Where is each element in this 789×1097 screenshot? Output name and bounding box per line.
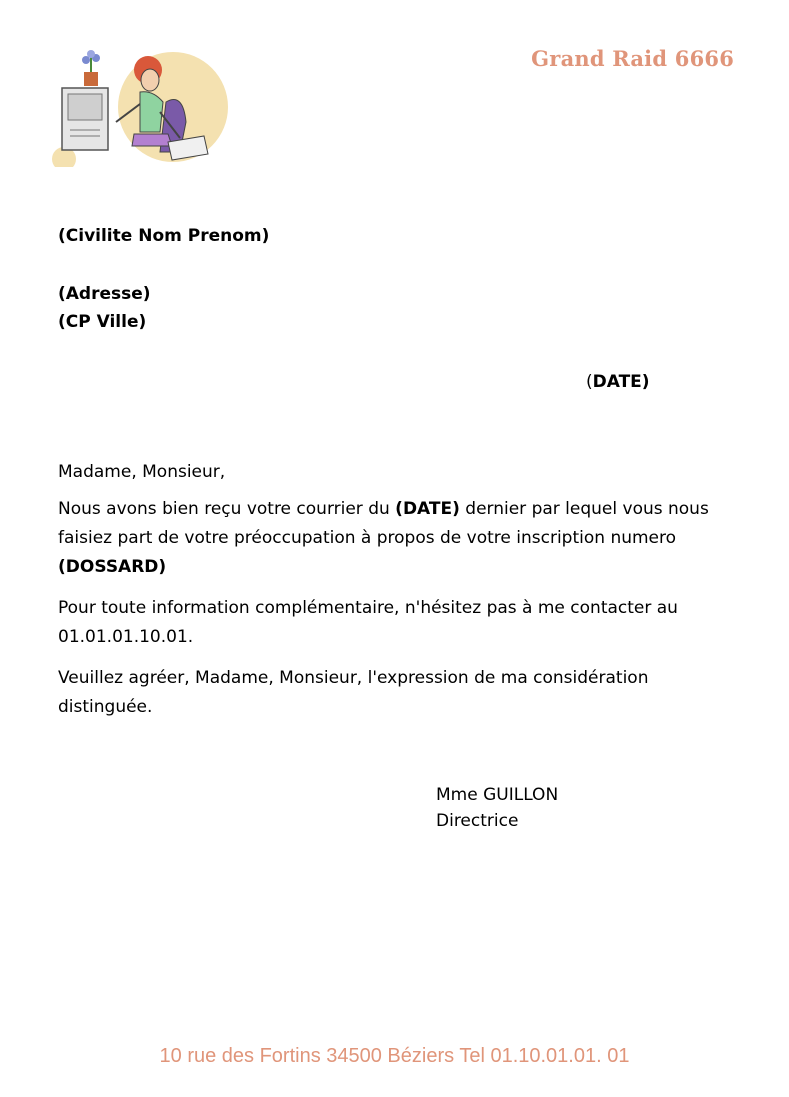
signature-name: Mme GUILLON xyxy=(436,785,559,805)
signature-title: Directrice xyxy=(436,811,519,831)
paragraph-1 xyxy=(58,495,738,582)
p1-date: (DATE) xyxy=(395,499,460,519)
p1-text-middle: dernier par lequel vous nous faisiez part de votre préoccupation à propos de votre inscription numero xyxy=(58,499,709,548)
footer-address: 10 rue des Fortins 34500 Béziers Tel 01.10.01.01. 01 xyxy=(159,1045,630,1067)
recipient-address: (Adresse) xyxy=(58,284,151,304)
paragraph-3: Veuillez agréer, Madame, Monsieur, l'expression de ma considération distinguée. xyxy=(58,668,649,717)
woman-at-computer-clipart-icon xyxy=(48,42,233,167)
recipient-name: (Civilite Nom Prenom) xyxy=(58,226,270,246)
p1-dossard: (DOSSARD) xyxy=(58,557,167,577)
greeting: Madame, Monsieur, xyxy=(58,462,226,482)
date-label: DATE) xyxy=(592,372,650,392)
paragraph-2: Pour toute information complémentaire, n'hésitez pas à me contacter au 01.01.01.10.01. xyxy=(58,598,678,647)
date-open-paren: ( xyxy=(586,372,593,392)
letter-date xyxy=(586,368,650,397)
organization-name: Grand Raid 6666 xyxy=(531,46,734,71)
p1-text-start: Nous avons bien reçu votre courrier du xyxy=(58,499,396,519)
recipient-city: (CP Ville) xyxy=(58,312,147,332)
